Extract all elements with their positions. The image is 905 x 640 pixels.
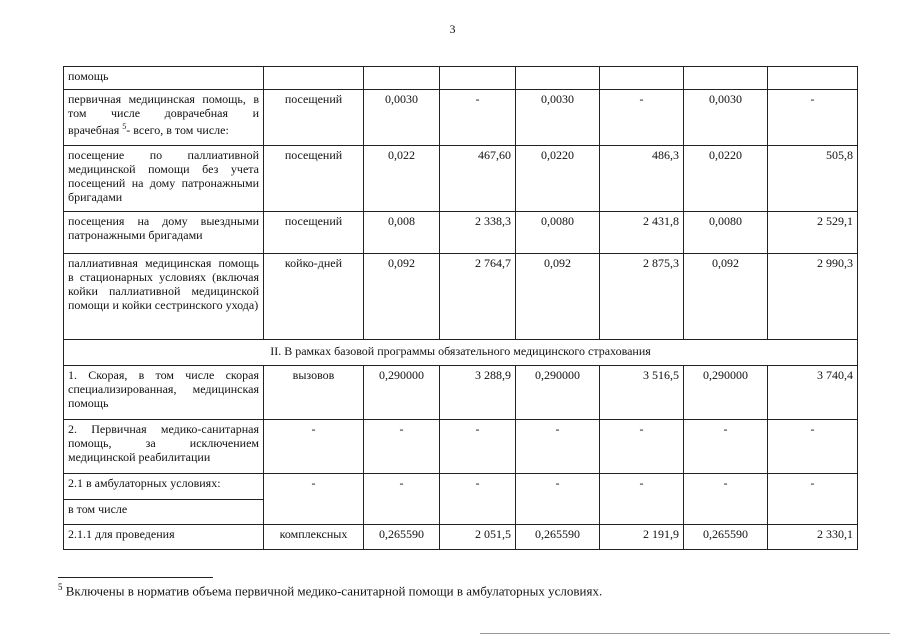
row-value: -: [364, 420, 440, 474]
table-row: [64, 420, 858, 474]
page-edge-line: [480, 633, 890, 634]
row-value: 0,092: [364, 254, 440, 340]
row-value: -: [516, 474, 600, 525]
table-row: [64, 212, 858, 254]
row-value: 2 990,3: [768, 254, 858, 340]
row-value: 2 764,7: [440, 254, 516, 340]
row-value: 0,0080: [684, 212, 768, 254]
row-value: -: [768, 420, 858, 474]
row-value: 2 330,1: [768, 525, 858, 550]
row-value: -: [440, 474, 516, 525]
page-number: 3: [449, 22, 456, 36]
section-heading: II. В рамках базовой программы обязательного медицинского страхования: [64, 340, 858, 366]
row-value: [768, 67, 858, 90]
row-desc: 2.1.1 для проведения: [64, 525, 264, 550]
row-value: [440, 67, 516, 90]
row-value: 0,265590: [516, 525, 600, 550]
row-value: 2 431,8: [600, 212, 684, 254]
row-unit: -: [264, 420, 364, 474]
row-value: 0,092: [684, 254, 768, 340]
row-unit: комплексных: [264, 525, 364, 550]
row-desc: 2.1 в амбулаторных условиях:: [64, 474, 264, 500]
row-value: 0,290000: [364, 366, 440, 420]
row-desc: [64, 90, 264, 146]
table-row: [64, 67, 858, 90]
row-value: [364, 67, 440, 90]
row-unit: вызовов: [264, 366, 364, 420]
row-value: -: [768, 474, 858, 525]
row-value: 2 051,5: [440, 525, 516, 550]
row-value: 0,0030: [516, 90, 600, 146]
footnote-ref: 5: [122, 122, 127, 131]
row-desc: 2. Первичная медико-санитарная помощь, за исключением медицинской реабилитации: [64, 420, 264, 474]
row-value: 2 529,1: [768, 212, 858, 254]
row-value: 0,290000: [516, 366, 600, 420]
row-value: -: [600, 90, 684, 146]
row-value: -: [600, 420, 684, 474]
row-value: 2 875,3: [600, 254, 684, 340]
norms-table: [63, 66, 858, 550]
row-value: 3 740,4: [768, 366, 858, 420]
row-desc-tail: - всего, в том числе:: [126, 123, 229, 137]
footnote-text: Включены в норматив объема первичной медико-санитарной помощи в амбулаторных условиях.: [62, 583, 603, 599]
row-value: 0,008: [364, 212, 440, 254]
table-row: [64, 90, 858, 146]
row-value: 0,092: [516, 254, 600, 340]
row-value: 0,0220: [684, 146, 768, 212]
row-desc-text: первичная медицинская помощь, в том числе доврачебная и врачебная: [68, 92, 259, 137]
row-unit: посещений: [264, 146, 364, 212]
row-desc: 1. Скорая, в том числе скорая специализированная, медицинская помощь: [64, 366, 264, 420]
row-value: -: [440, 90, 516, 146]
row-value: -: [600, 474, 684, 525]
row-value: 3 516,5: [600, 366, 684, 420]
footnote-divider: [58, 577, 213, 578]
row-value: 467,60: [440, 146, 516, 212]
table-row: [64, 254, 858, 340]
row-value: 0,0220: [516, 146, 600, 212]
row-unit: койко-дней: [264, 254, 364, 340]
footnote-mark: 5: [58, 582, 63, 592]
row-desc: помощь: [64, 67, 264, 90]
table-row: [64, 146, 858, 212]
row-value: -: [364, 474, 440, 525]
row-value: 0,290000: [684, 366, 768, 420]
row-unit: [264, 67, 364, 90]
row-value: -: [684, 420, 768, 474]
row-value: 505,8: [768, 146, 858, 212]
table-row: [64, 366, 858, 420]
row-unit: -: [264, 474, 364, 525]
row-value: -: [440, 420, 516, 474]
row-value: [684, 67, 768, 90]
row-value: [516, 67, 600, 90]
row-unit: посещений: [264, 90, 364, 146]
row-desc: в том числе: [64, 500, 264, 525]
row-value: 0,265590: [364, 525, 440, 550]
row-value: -: [768, 90, 858, 146]
row-desc: посещение по паллиативной медицинской помощи без учета посещений на дому патронажными бригадами: [64, 146, 264, 212]
row-desc: посещения на дому выездными патронажными бригадами: [64, 212, 264, 254]
row-desc: паллиативная медицинская помощь в стационарных условиях (включая койки паллиативной медицинской помощи и койки сестринского ухода): [64, 254, 264, 340]
row-value: -: [516, 420, 600, 474]
row-unit: посещений: [264, 212, 364, 254]
row-value: 0,0030: [684, 90, 768, 146]
row-value: [600, 67, 684, 90]
row-value: 3 288,9: [440, 366, 516, 420]
row-value: 2 338,3: [440, 212, 516, 254]
row-value: -: [684, 474, 768, 525]
table-row: [64, 474, 858, 500]
row-value: 486,3: [600, 146, 684, 212]
table-row: [64, 525, 858, 550]
row-value: 0,0080: [516, 212, 600, 254]
footnote: [58, 582, 602, 599]
section-row: [64, 340, 858, 366]
row-value: 0,265590: [684, 525, 768, 550]
row-value: 0,022: [364, 146, 440, 212]
row-value: 2 191,9: [600, 525, 684, 550]
row-value: 0,0030: [364, 90, 440, 146]
